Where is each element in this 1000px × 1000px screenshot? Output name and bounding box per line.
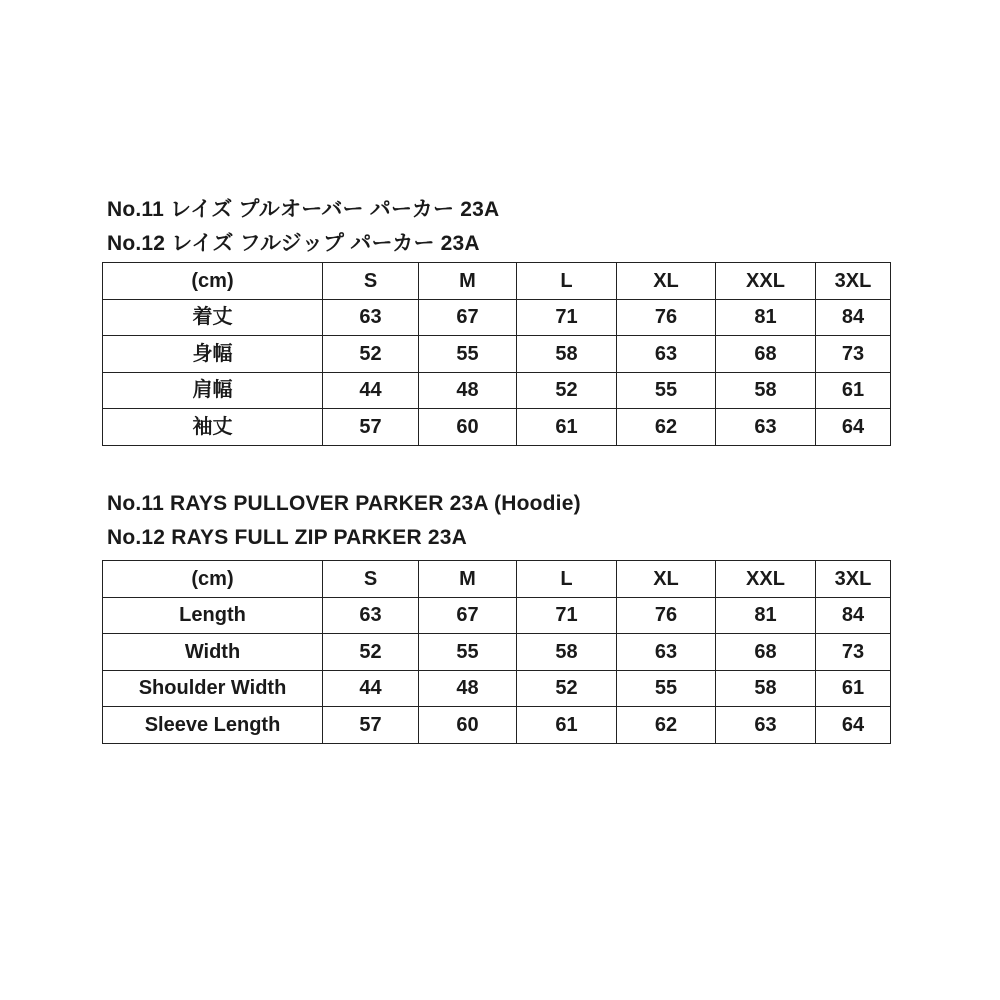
- row-label: Length: [103, 597, 323, 634]
- size-header-xl: XL: [617, 561, 716, 598]
- table-cell: 48: [419, 670, 517, 707]
- table-cell: 55: [419, 336, 517, 373]
- row-label: Sleeve Length: [103, 707, 323, 744]
- table-cell: 64: [816, 409, 891, 446]
- table-row: [103, 597, 891, 634]
- table-row: [103, 670, 891, 707]
- table-cell: 76: [617, 299, 716, 336]
- table-cell: 76: [617, 597, 716, 634]
- table-cell: 63: [323, 597, 419, 634]
- table-cell: 60: [419, 409, 517, 446]
- table-cell: 61: [816, 372, 891, 409]
- table-cell: 44: [323, 372, 419, 409]
- table-cell: 63: [617, 634, 716, 671]
- table-cell: 57: [323, 707, 419, 744]
- table-row: [103, 409, 891, 446]
- product-title-en-no12: No.12 RAYS FULL ZIP PARKER 23A: [107, 526, 467, 549]
- table-cell: 71: [517, 299, 617, 336]
- table-header-row: [103, 263, 891, 300]
- size-header-m: M: [419, 263, 517, 300]
- table-cell: 81: [716, 299, 816, 336]
- size-header-3xl: 3XL: [816, 561, 891, 598]
- row-label: 着丈: [103, 299, 323, 336]
- table-cell: 60: [419, 707, 517, 744]
- size-header-l: L: [517, 561, 617, 598]
- table-row: [103, 336, 891, 373]
- table-cell: 73: [816, 634, 891, 671]
- table-cell: 58: [517, 634, 617, 671]
- row-label: 身幅: [103, 336, 323, 373]
- table-cell: 81: [716, 597, 816, 634]
- table-cell: 55: [617, 670, 716, 707]
- table-cell: 63: [716, 707, 816, 744]
- table-cell: 63: [323, 299, 419, 336]
- unit-header: (cm): [103, 263, 323, 300]
- size-table-japanese: [102, 262, 891, 446]
- size-header-l: L: [517, 263, 617, 300]
- table-cell: 67: [419, 299, 517, 336]
- table-cell: 52: [517, 372, 617, 409]
- table-cell: 58: [716, 372, 816, 409]
- table-cell: 62: [617, 409, 716, 446]
- size-header-xxl: XXL: [716, 561, 816, 598]
- table-cell: 84: [816, 299, 891, 336]
- table-cell: 44: [323, 670, 419, 707]
- table-cell: 67: [419, 597, 517, 634]
- table-header-row: [103, 561, 891, 598]
- table-cell: 52: [517, 670, 617, 707]
- table-row: [103, 634, 891, 671]
- table-row: [103, 707, 891, 744]
- product-title-en-no11: No.11 RAYS PULLOVER PARKER 23A (Hoodie): [107, 492, 581, 515]
- table-cell: 63: [716, 409, 816, 446]
- table-cell: 55: [419, 634, 517, 671]
- table-row: [103, 372, 891, 409]
- row-label: Shoulder Width: [103, 670, 323, 707]
- product-title-jp-no11: No.11 レイズ プルオーバー パーカー 23A: [107, 198, 500, 221]
- table-cell: 61: [816, 670, 891, 707]
- size-header-xxl: XXL: [716, 263, 816, 300]
- row-label: Width: [103, 634, 323, 671]
- size-header-s: S: [323, 561, 419, 598]
- table-cell: 63: [617, 336, 716, 373]
- size-header-xl: XL: [617, 263, 716, 300]
- table-cell: 71: [517, 597, 617, 634]
- row-label: 袖丈: [103, 409, 323, 446]
- size-header-s: S: [323, 263, 419, 300]
- row-label: 肩幅: [103, 372, 323, 409]
- table-cell: 58: [716, 670, 816, 707]
- table-cell: 55: [617, 372, 716, 409]
- table-cell: 68: [716, 336, 816, 373]
- table-cell: 61: [517, 707, 617, 744]
- table-cell: 84: [816, 597, 891, 634]
- table-cell: 61: [517, 409, 617, 446]
- size-header-m: M: [419, 561, 517, 598]
- table-cell: 64: [816, 707, 891, 744]
- table-cell: 48: [419, 372, 517, 409]
- table-cell: 68: [716, 634, 816, 671]
- product-title-jp-no12: No.12 レイズ フルジップ パーカー 23A: [107, 232, 480, 255]
- table-cell: 52: [323, 336, 419, 373]
- size-table-english: [102, 560, 891, 744]
- table-cell: 52: [323, 634, 419, 671]
- table-cell: 73: [816, 336, 891, 373]
- table-cell: 57: [323, 409, 419, 446]
- table-cell: 58: [517, 336, 617, 373]
- table-cell: 62: [617, 707, 716, 744]
- unit-header: (cm): [103, 561, 323, 598]
- table-row: [103, 299, 891, 336]
- size-header-3xl: 3XL: [816, 263, 891, 300]
